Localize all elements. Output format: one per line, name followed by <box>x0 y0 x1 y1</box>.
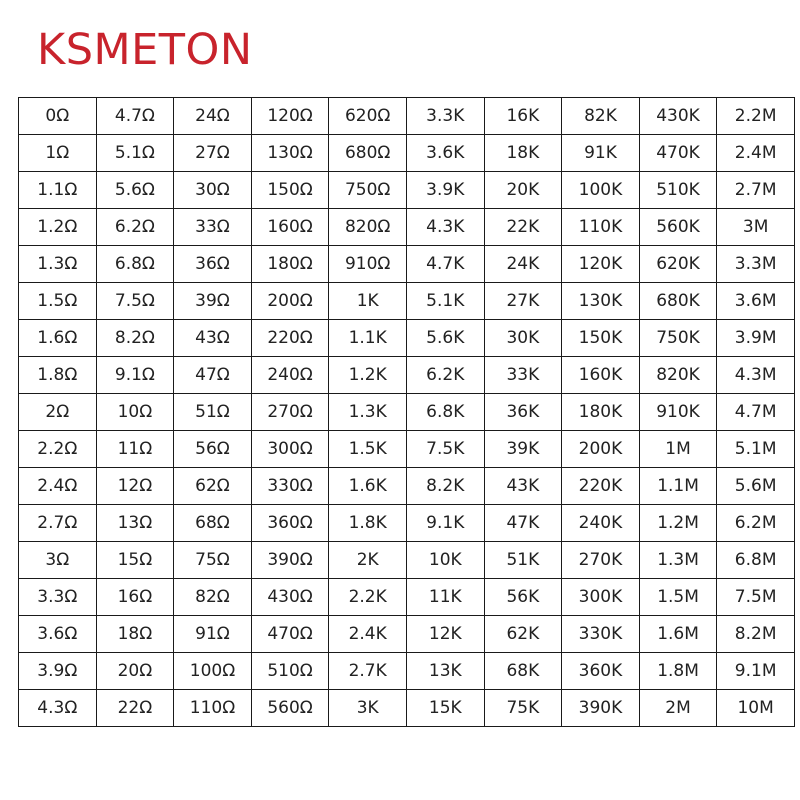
resistor-value-cell: 1.2Ω <box>19 209 97 246</box>
resistor-value-cell: 620K <box>639 246 717 283</box>
resistor-value-cell: 56Ω <box>174 431 252 468</box>
resistor-value-cell: 8.2K <box>406 468 484 505</box>
resistor-value-cell: 270K <box>562 542 640 579</box>
table-row <box>19 283 795 320</box>
resistor-value-cell: 30Ω <box>174 172 252 209</box>
resistor-value-cell: 5.6M <box>717 468 795 505</box>
resistor-value-cell: 5.1Ω <box>96 135 174 172</box>
resistor-value-cell: 2.4M <box>717 135 795 172</box>
resistor-value-cell: 680Ω <box>329 135 407 172</box>
resistor-value-cell: 15Ω <box>96 542 174 579</box>
resistor-value-cell: 1.2M <box>639 505 717 542</box>
resistor-value-cell: 1.3K <box>329 394 407 431</box>
resistor-value-cell: 5.6Ω <box>96 172 174 209</box>
resistor-value-cell: 16Ω <box>96 579 174 616</box>
resistor-value-cell: 20Ω <box>96 653 174 690</box>
resistor-value-cell: 200K <box>562 431 640 468</box>
resistor-value-cell: 3M <box>717 209 795 246</box>
resistor-value-cell: 2.2K <box>329 579 407 616</box>
resistor-value-cell: 62K <box>484 616 562 653</box>
resistor-value-cell: 75Ω <box>174 542 252 579</box>
resistor-value-cell: 200Ω <box>251 283 329 320</box>
resistor-value-cell: 22K <box>484 209 562 246</box>
table-row <box>19 209 795 246</box>
resistor-value-cell: 43K <box>484 468 562 505</box>
resistor-value-cell: 4.7M <box>717 394 795 431</box>
table-row <box>19 468 795 505</box>
resistor-value-cell: 33K <box>484 357 562 394</box>
resistor-value-cell: 51Ω <box>174 394 252 431</box>
resistor-value-cell: 24K <box>484 246 562 283</box>
resistor-value-cell: 75K <box>484 690 562 727</box>
resistor-value-cell: 6.8Ω <box>96 246 174 283</box>
resistor-value-cell: 1.6M <box>639 616 717 653</box>
table-row <box>19 98 795 135</box>
resistor-value-cell: 27K <box>484 283 562 320</box>
table-row <box>19 542 795 579</box>
resistor-value-cell: 2.4Ω <box>19 468 97 505</box>
table-row <box>19 172 795 209</box>
resistor-value-cell: 1.8K <box>329 505 407 542</box>
resistor-value-cell: 360Ω <box>251 505 329 542</box>
resistor-value-cell: 150Ω <box>251 172 329 209</box>
resistor-value-cell: 820K <box>639 357 717 394</box>
resistor-value-cell: 2K <box>329 542 407 579</box>
resistor-value-cell: 1K <box>329 283 407 320</box>
resistor-value-cell: 47Ω <box>174 357 252 394</box>
table-row <box>19 246 795 283</box>
resistor-value-cell: 750K <box>639 320 717 357</box>
resistor-value-cell: 3.6M <box>717 283 795 320</box>
resistor-value-cell: 3K <box>329 690 407 727</box>
resistor-value-cell: 20K <box>484 172 562 209</box>
resistor-value-cell: 3.9M <box>717 320 795 357</box>
resistor-value-cell: 13K <box>406 653 484 690</box>
resistor-value-cell: 2.2Ω <box>19 431 97 468</box>
resistor-value-cell: 100Ω <box>174 653 252 690</box>
resistor-value-cell: 39Ω <box>174 283 252 320</box>
resistor-value-cell: 24Ω <box>174 98 252 135</box>
resistor-value-cell: 3Ω <box>19 542 97 579</box>
resistor-value-cell: 360K <box>562 653 640 690</box>
resistor-value-cell: 13Ω <box>96 505 174 542</box>
resistor-value-cell: 220Ω <box>251 320 329 357</box>
resistor-value-cell: 7.5K <box>406 431 484 468</box>
table-row <box>19 394 795 431</box>
resistor-value-cell: 9.1M <box>717 653 795 690</box>
resistor-value-cell: 150K <box>562 320 640 357</box>
resistor-value-cell: 15K <box>406 690 484 727</box>
resistor-value-cell: 3.3Ω <box>19 579 97 616</box>
resistor-value-cell: 330K <box>562 616 640 653</box>
brand-title: KSMETON <box>37 25 253 75</box>
resistor-value-cell: 27Ω <box>174 135 252 172</box>
resistor-value-cell: 62Ω <box>174 468 252 505</box>
resistor-value-cell: 470K <box>639 135 717 172</box>
resistor-value-cell: 4.7Ω <box>96 98 174 135</box>
resistor-value-cell: 130Ω <box>251 135 329 172</box>
resistor-value-cell: 6.8M <box>717 542 795 579</box>
resistor-value-cell: 1.5Ω <box>19 283 97 320</box>
resistor-value-cell: 300K <box>562 579 640 616</box>
resistor-value-cell: 47K <box>484 505 562 542</box>
table-body <box>19 98 795 727</box>
resistor-value-cell: 1M <box>639 431 717 468</box>
resistor-value-cell: 82K <box>562 98 640 135</box>
resistor-value-cell: 3.6Ω <box>19 616 97 653</box>
resistor-value-cell: 36K <box>484 394 562 431</box>
resistor-value-cell: 8.2Ω <box>96 320 174 357</box>
resistor-value-cell: 910K <box>639 394 717 431</box>
resistor-value-cell: 1.8Ω <box>19 357 97 394</box>
resistor-value-cell: 4.3K <box>406 209 484 246</box>
resistor-value-cell: 1.1K <box>329 320 407 357</box>
resistor-value-cell: 91K <box>562 135 640 172</box>
resistor-value-cell: 220K <box>562 468 640 505</box>
resistor-value-cell: 33Ω <box>174 209 252 246</box>
resistor-value-cell: 6.2Ω <box>96 209 174 246</box>
table-row <box>19 579 795 616</box>
resistor-value-cell: 2M <box>639 690 717 727</box>
resistor-value-cell: 2.4K <box>329 616 407 653</box>
resistor-value-cell: 39K <box>484 431 562 468</box>
resistor-value-cell: 270Ω <box>251 394 329 431</box>
resistor-value-cell: 120Ω <box>251 98 329 135</box>
resistor-value-cell: 1.1Ω <box>19 172 97 209</box>
resistor-value-cell: 1.6Ω <box>19 320 97 357</box>
table-row <box>19 616 795 653</box>
resistor-value-cell: 36Ω <box>174 246 252 283</box>
resistor-value-cell: 0Ω <box>19 98 97 135</box>
resistor-value-cell: 1.8M <box>639 653 717 690</box>
resistor-value-cell: 1.3M <box>639 542 717 579</box>
resistor-value-cell: 300Ω <box>251 431 329 468</box>
resistor-value-cell: 330Ω <box>251 468 329 505</box>
resistor-value-cell: 1.2K <box>329 357 407 394</box>
resistor-value-cell: 3.6K <box>406 135 484 172</box>
resistor-value-cell: 6.2K <box>406 357 484 394</box>
resistor-value-cell: 160K <box>562 357 640 394</box>
resistor-value-cell: 6.8K <box>406 394 484 431</box>
resistor-value-cell: 390K <box>562 690 640 727</box>
resistor-value-cell: 430K <box>639 98 717 135</box>
resistor-value-cell: 3.3K <box>406 98 484 135</box>
resistor-value-cell: 11K <box>406 579 484 616</box>
resistor-value-cell: 4.3Ω <box>19 690 97 727</box>
resistor-value-cell: 820Ω <box>329 209 407 246</box>
resistor-value-cell: 510K <box>639 172 717 209</box>
resistor-value-cell: 5.1M <box>717 431 795 468</box>
resistor-value-cell: 68Ω <box>174 505 252 542</box>
resistor-value-cell: 2.7Ω <box>19 505 97 542</box>
resistor-value-cell: 1.5M <box>639 579 717 616</box>
resistor-value-cell: 680K <box>639 283 717 320</box>
resistor-value-cell: 180Ω <box>251 246 329 283</box>
resistor-value-cell: 7.5Ω <box>96 283 174 320</box>
resistor-value-cell: 510Ω <box>251 653 329 690</box>
resistor-value-cell: 1.6K <box>329 468 407 505</box>
resistor-value-cell: 470Ω <box>251 616 329 653</box>
resistor-value-cell: 3.9Ω <box>19 653 97 690</box>
resistor-value-cell: 1.5K <box>329 431 407 468</box>
resistor-value-cell: 5.1K <box>406 283 484 320</box>
resistor-value-cell: 100K <box>562 172 640 209</box>
resistor-value-cell: 1.1M <box>639 468 717 505</box>
resistor-value-cell: 22Ω <box>96 690 174 727</box>
resistor-value-cell: 240K <box>562 505 640 542</box>
table-row <box>19 653 795 690</box>
resistor-value-cell: 2.2M <box>717 98 795 135</box>
resistor-value-cell: 620Ω <box>329 98 407 135</box>
resistor-value-cell: 110K <box>562 209 640 246</box>
resistor-value-cell: 30K <box>484 320 562 357</box>
resistor-value-cell: 750Ω <box>329 172 407 209</box>
resistor-value-cell: 82Ω <box>174 579 252 616</box>
resistor-value-cell: 110Ω <box>174 690 252 727</box>
resistor-value-cell: 130K <box>562 283 640 320</box>
resistor-value-cell: 3.9K <box>406 172 484 209</box>
resistor-value-cell: 18Ω <box>96 616 174 653</box>
resistor-value-cell: 4.3M <box>717 357 795 394</box>
resistor-value-cell: 3.3M <box>717 246 795 283</box>
resistor-value-cell: 91Ω <box>174 616 252 653</box>
resistor-value-cell: 11Ω <box>96 431 174 468</box>
resistor-value-cell: 10Ω <box>96 394 174 431</box>
resistor-value-cell: 9.1K <box>406 505 484 542</box>
resistor-value-cell: 68K <box>484 653 562 690</box>
resistor-value-cell: 56K <box>484 579 562 616</box>
table-row <box>19 505 795 542</box>
resistor-value-cell: 2.7K <box>329 653 407 690</box>
resistor-value-cell: 2.7M <box>717 172 795 209</box>
table-row <box>19 135 795 172</box>
resistor-value-cell: 10M <box>717 690 795 727</box>
resistor-value-cell: 43Ω <box>174 320 252 357</box>
resistor-value-cell: 8.2M <box>717 616 795 653</box>
resistor-value-cell: 6.2M <box>717 505 795 542</box>
resistor-value-cell: 9.1Ω <box>96 357 174 394</box>
resistor-value-cell: 560Ω <box>251 690 329 727</box>
resistor-value-cell: 560K <box>639 209 717 246</box>
resistor-value-cell: 12K <box>406 616 484 653</box>
table-row <box>19 357 795 394</box>
resistor-value-cell: 51K <box>484 542 562 579</box>
resistor-value-cell: 240Ω <box>251 357 329 394</box>
resistor-value-cell: 18K <box>484 135 562 172</box>
resistor-value-cell: 16K <box>484 98 562 135</box>
resistor-value-cell: 10K <box>406 542 484 579</box>
resistor-value-cell: 180K <box>562 394 640 431</box>
resistor-value-cell: 390Ω <box>251 542 329 579</box>
resistor-value-cell: 430Ω <box>251 579 329 616</box>
resistor-value-cell: 12Ω <box>96 468 174 505</box>
table-row <box>19 690 795 727</box>
resistor-value-cell: 7.5M <box>717 579 795 616</box>
resistor-value-cell: 120K <box>562 246 640 283</box>
resistor-value-table <box>18 97 795 727</box>
resistor-value-cell: 1Ω <box>19 135 97 172</box>
table-row <box>19 431 795 468</box>
resistor-value-cell: 4.7K <box>406 246 484 283</box>
resistor-value-cell: 2Ω <box>19 394 97 431</box>
resistor-value-cell: 910Ω <box>329 246 407 283</box>
resistor-value-cell: 5.6K <box>406 320 484 357</box>
resistor-value-cell: 160Ω <box>251 209 329 246</box>
resistor-value-cell: 1.3Ω <box>19 246 97 283</box>
table-row <box>19 320 795 357</box>
